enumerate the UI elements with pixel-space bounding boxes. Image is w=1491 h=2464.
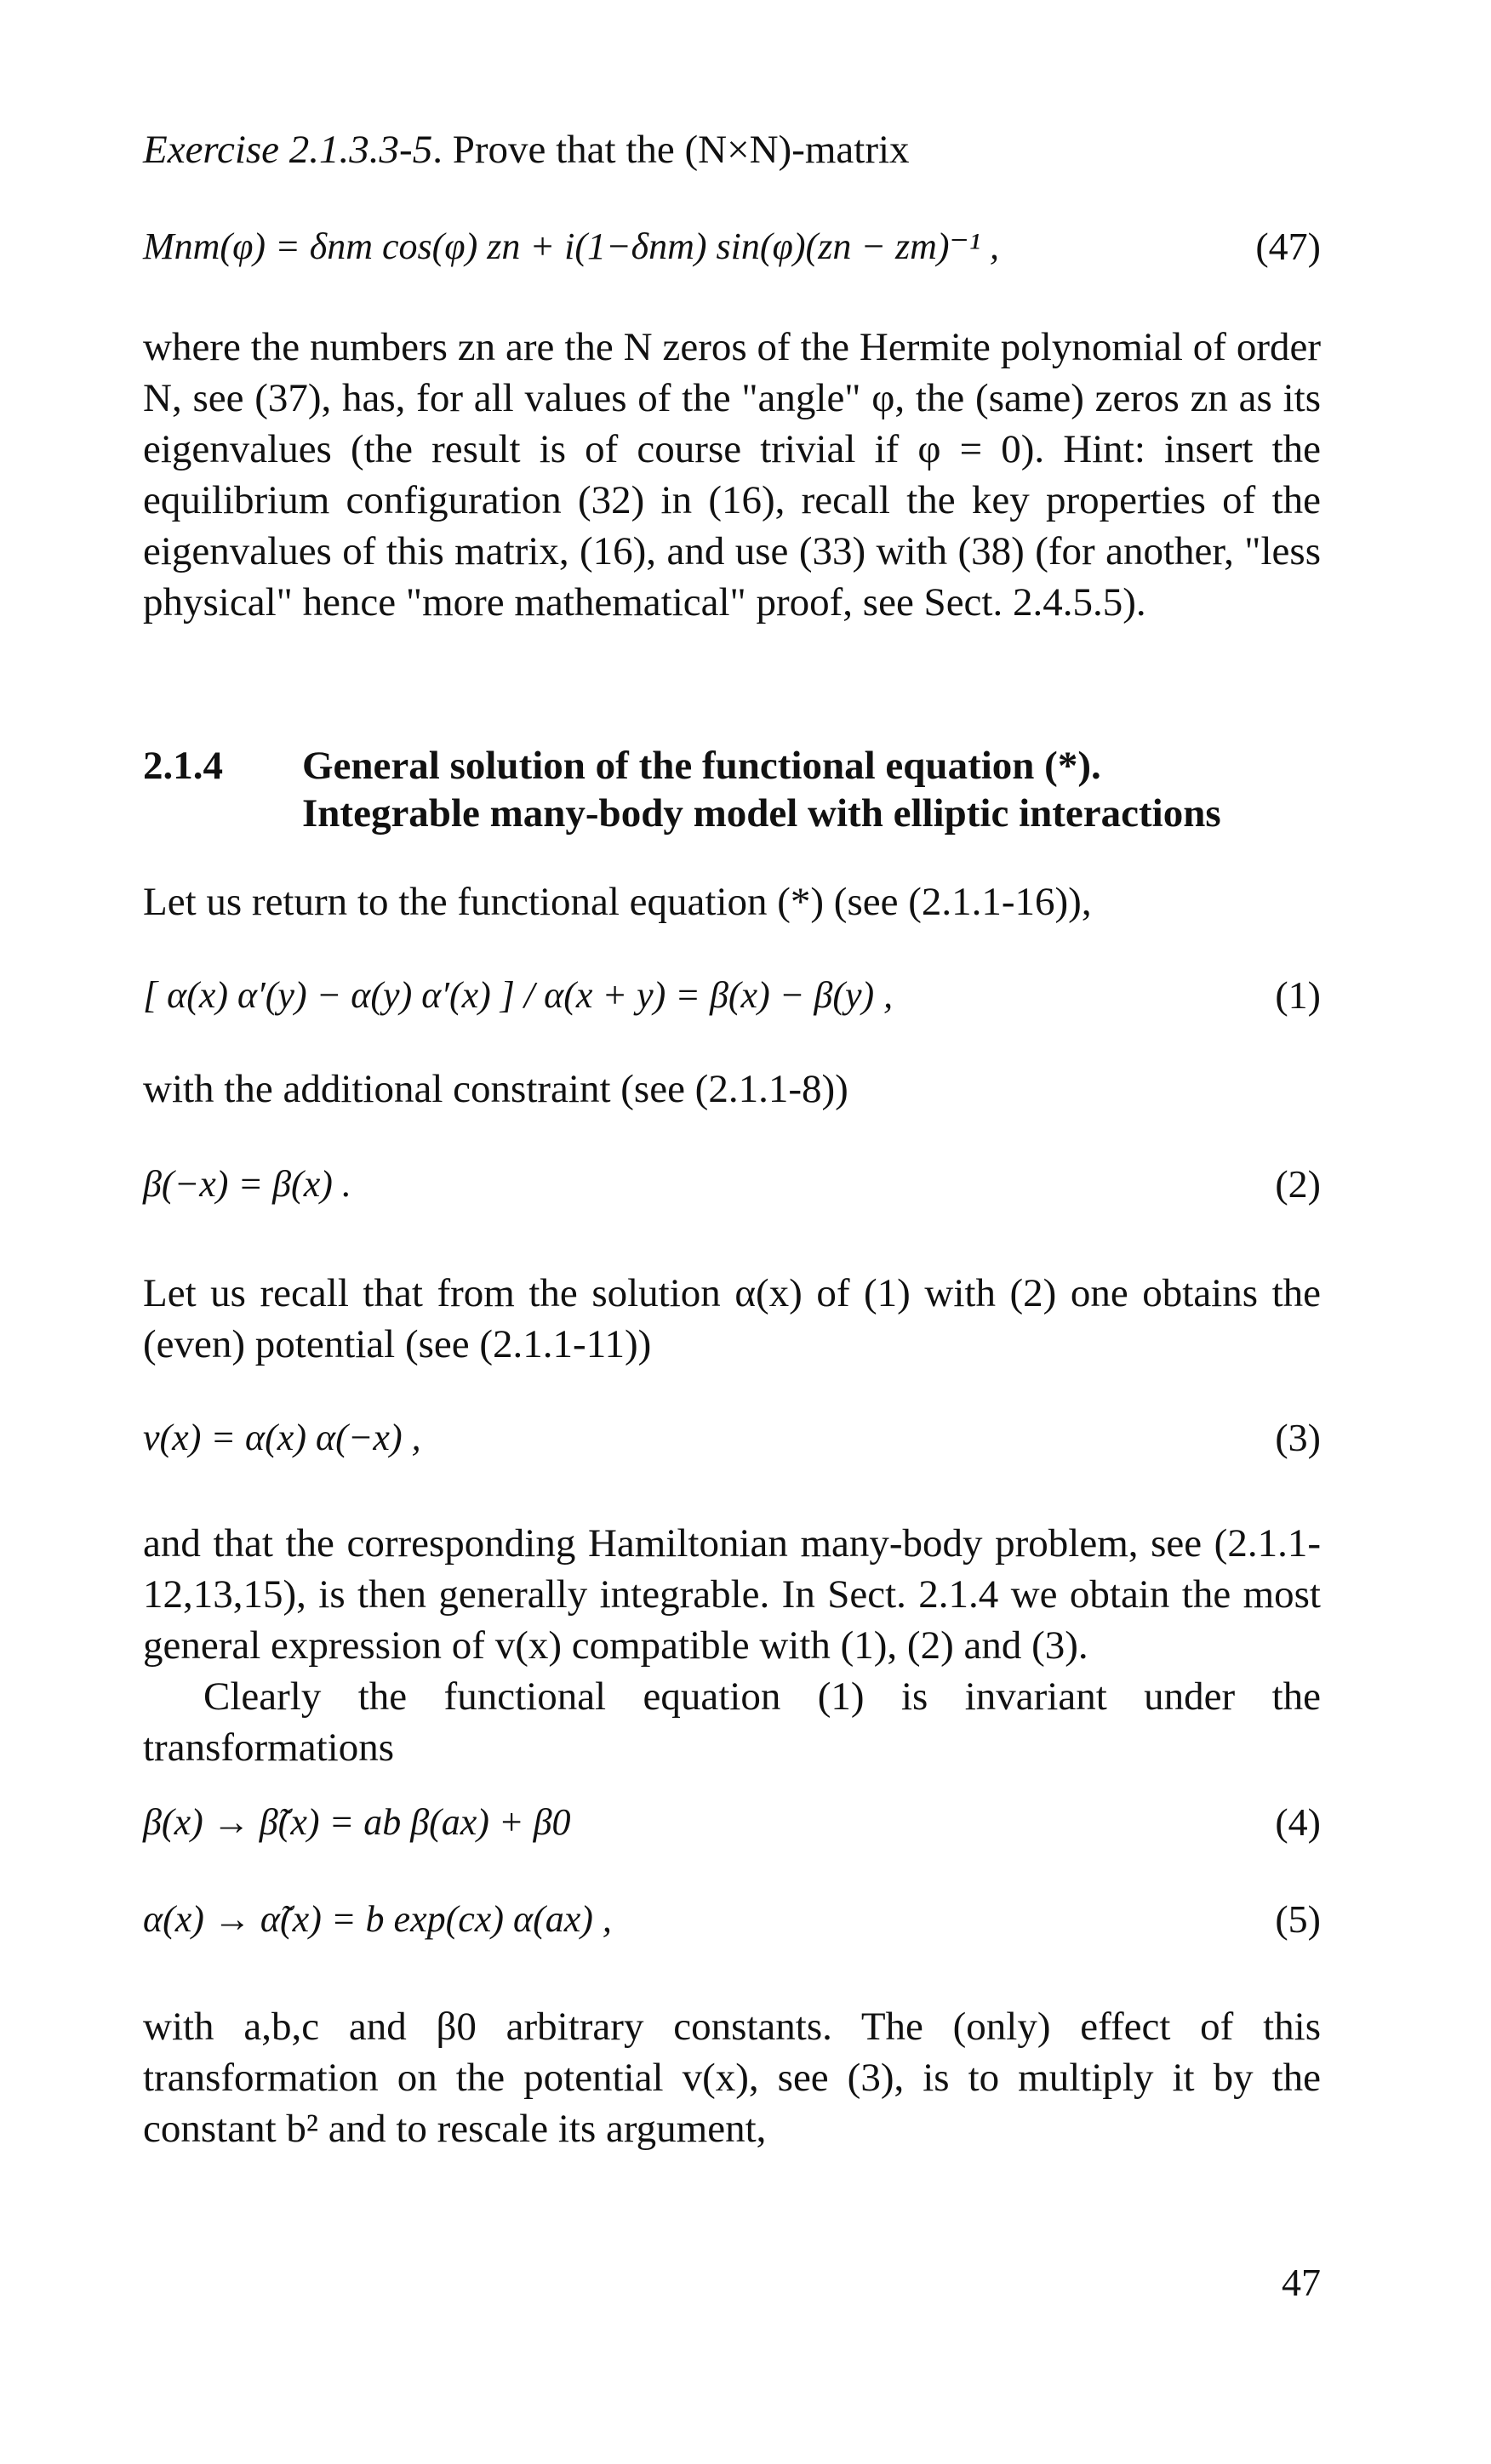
section-title-line2: Integrable many-body model with elliptic interactions <box>302 791 1221 836</box>
equation-47-number: (47) <box>1255 225 1321 268</box>
paragraph-invariance: Clearly the functional equation (1) is invariant under the transformations <box>143 1674 1321 1770</box>
equation-2-formula: β(−x) = β(x) . <box>143 1163 351 1205</box>
page-number: 47 <box>1282 2261 1321 2304</box>
equation-5-number: (5) <box>1275 1897 1321 1941</box>
paragraph-hamiltonian: and that the corresponding Hamiltonian many-body problem, see (2.1.1-12,13,15), is then generally integrable. In Sect. 2.1.4 we obtain the most general expression of v(x) compatible with (1), (2) and (3). <box>143 1521 1321 1668</box>
paragraph-recall: Let us recall that from the solution α(x) of (1) with (2) one obtains the (even) potential (see (2.1.1-11)) <box>143 1271 1321 1366</box>
paragraph-constraint: with the additional constraint (see (2.1.1-8)) <box>143 1067 848 1111</box>
exercise-text: Prove that the (N×N)-matrix <box>452 128 910 172</box>
section-title-line1: General solution of the functional equation (*). <box>302 744 1101 788</box>
paragraph-transformation-effect: with a,b,c and β0 arbitrary constants. The (only) effect of this transformation on the potential v(x), see (3), is to multiply it by the constant b² and to rescale its argument, <box>143 2005 1321 2151</box>
equation-3-number: (3) <box>1275 1416 1321 1459</box>
equation-1-formula: [ α(x) α′(y) − α(y) α′(x) ] / α(x + y) = β(x) − β(y) , <box>143 974 894 1016</box>
exercise-label: Exercise 2.1.3.3-5 <box>143 128 433 172</box>
paragraph-hermite-zeros: where the numbers zn are the N zeros of the Hermite polynomial of order N, see (37), has, for all values of the "angle" φ, the (same) zeros zn as its eigenvalues (the result is of course trivial if φ = 0). Hint: insert the equilibrium configuration (32) in (16), recall the key properties of the eigenvalues of this matrix, (16), and use (33) with (38) (for another, "less physical" hence "more mathematical" proof, see Sect. 2.4.5.5). <box>143 325 1321 625</box>
equation-47 <box>143 221 1321 272</box>
equation-5-formula: α(x) → α̃(x) = b exp(cx) α(ax) , <box>143 1898 612 1940</box>
equation-2 <box>143 1159 1321 1210</box>
exercise-statement: Exercise 2.1.3.3-5. Prove that the (N×N)-matrix <box>143 128 910 172</box>
equation-5 <box>143 1894 1321 1945</box>
equation-3-formula: v(x) = α(x) α(−x) , <box>143 1417 421 1458</box>
equation-4-formula: β(x) → β̃(x) = ab β(ax) + β0 <box>143 1801 571 1843</box>
equation-4-number: (4) <box>1275 1800 1321 1844</box>
section-heading <box>143 742 1321 837</box>
section-number: 2.1.4 <box>143 744 223 788</box>
paragraph-return: Let us return to the functional equation (*) (see (2.1.1-16)), <box>143 880 1092 924</box>
equation-1-number: (1) <box>1275 973 1321 1017</box>
equation-3 <box>143 1412 1321 1463</box>
equation-4 <box>143 1797 1321 1848</box>
equation-47-formula: Mnm(φ) = δnm cos(φ) zn + i(1−δnm) sin(φ)(zn − zm)⁻¹ , <box>143 225 999 267</box>
equation-2-number: (2) <box>1275 1162 1321 1206</box>
equation-1 <box>143 970 1321 1021</box>
